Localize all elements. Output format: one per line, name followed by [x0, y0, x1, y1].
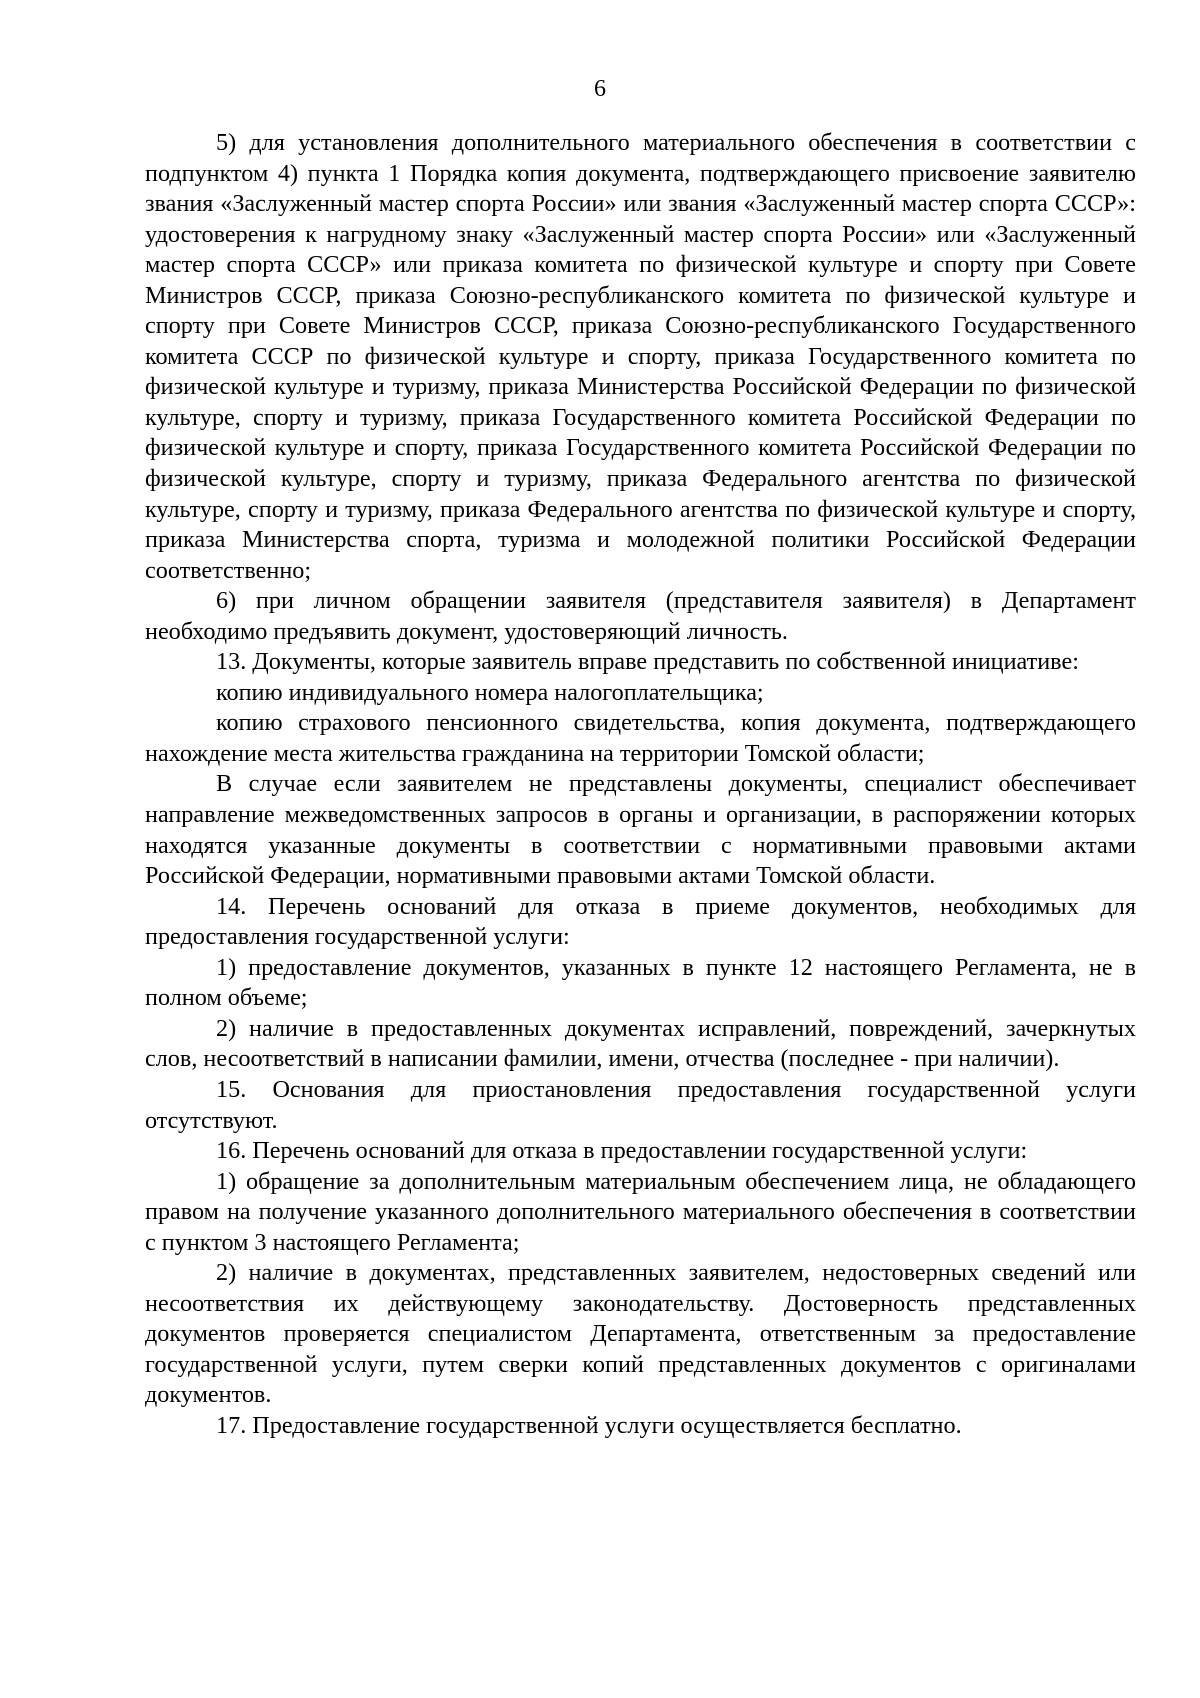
paragraph-interagency-requests: В случае если заявителем не представлены документы, специалист обеспечивает направление межведомственных запросов в органы и организации, в распоряжении которых находятся указанные документы в соответствии с нормативными правовыми актами Российской Федерации, нормативными правовыми актами Томской области.: [145, 770, 1136, 890]
paragraph-14-item-1: 1) предоставление документов, указанных в пункте 12 настоящего Регламента, не в полном объеме;: [145, 953, 1136, 1012]
paragraph-14-item-2: 2) наличие в предоставленных документах исправлений, повреждений, зачеркнутых слов, несоответствий в написании фамилии, имени, отчества (последнее - при наличии).: [145, 1014, 1136, 1073]
paragraph-item-6: 6) при личном обращении заявителя (представителя заявителя) в Департамент необходимо предъявить документ, удостоверяющий личность.: [145, 587, 1136, 645]
paragraph-16-item-2: 2) наличие в документах, представленных заявителем, недостоверных сведений или несоответствия их действующему законодательству. Достоверность представленных документов проверяется специалистом Департамента, ответственным за предоставление государственной услуги, путем сверки копий представленных документов с оригиналами документов.: [145, 1259, 1136, 1409]
paragraph-section-15: 15. Основания для приостановления предоставления государственной услуги отсутствуют.: [145, 1075, 1136, 1134]
paragraph-pension-certificate: копию страхового пенсионного свидетельства, копия документа, подтверждающего нахождение места жительства гражданина на территории Томской области;: [145, 709, 1136, 767]
document-body: [145, 128, 1136, 1442]
paragraph-16-item-1: 1) обращение за дополнительным материальным обеспечением лица, не обладающего правом на получение указанного дополнительного материального обеспечения в соответствии с пунктом 3 настоящего Регламента;: [145, 1167, 1136, 1256]
paragraph-item-5: 5) для установления дополнительного материального обеспечения в соответствии с подпунктом 4) пункта 1 Порядка копия документа, подтверждающего присвоение заявителю звания «Заслуженный мастер спорта России» или звания «Заслуженный мастер спорта СССР»: удостоверения к нагрудному знаку «Заслуженный мастер спорта России» или «Заслуженный мастер спорта СССР» или приказа комитета по физической культуре и спорту при Совете Министров СССР, приказа Союзно-республиканского комитета по физической культуре и спорту при Совете Министров СССР, приказа Союзно-республиканского Государственного комитета СССР по физической культуре и спорту, приказа Государственного комитета по физической культуре и туризму, приказа Министерства Российской Федерации по физической культуре, спорту и туризму, приказа Государственного комитета Российской Федерации по физической культуре и спорту, приказа Государственного комитета Российской Федерации по физической культуре, спорту и туризму, приказа Федерального агентства по физической культуре, спорту и туризму, приказа Федерального агентства по физической культуре и спорту, приказа Министерства спорта, туризма и молодежной политики Российской Федерации соответственно;: [145, 129, 1136, 584]
paragraph-section-17: 17. Предоставление государственной услуги осуществляется бесплатно.: [216, 1411, 962, 1439]
paragraph-section-13: 13. Документы, которые заявитель вправе представить по собственной инициативе:: [216, 648, 1079, 676]
paragraph-tax-number: копию индивидуального номера налогоплательщика;: [216, 678, 764, 706]
paragraph-section-14: 14. Перечень оснований для отказа в приеме документов, необходимых для предоставления государственной услуги:: [145, 892, 1136, 951]
page-number: 6: [594, 76, 606, 102]
paragraph-section-16: 16. Перечень оснований для отказа в предоставлении государственной услуги:: [216, 1137, 1028, 1165]
